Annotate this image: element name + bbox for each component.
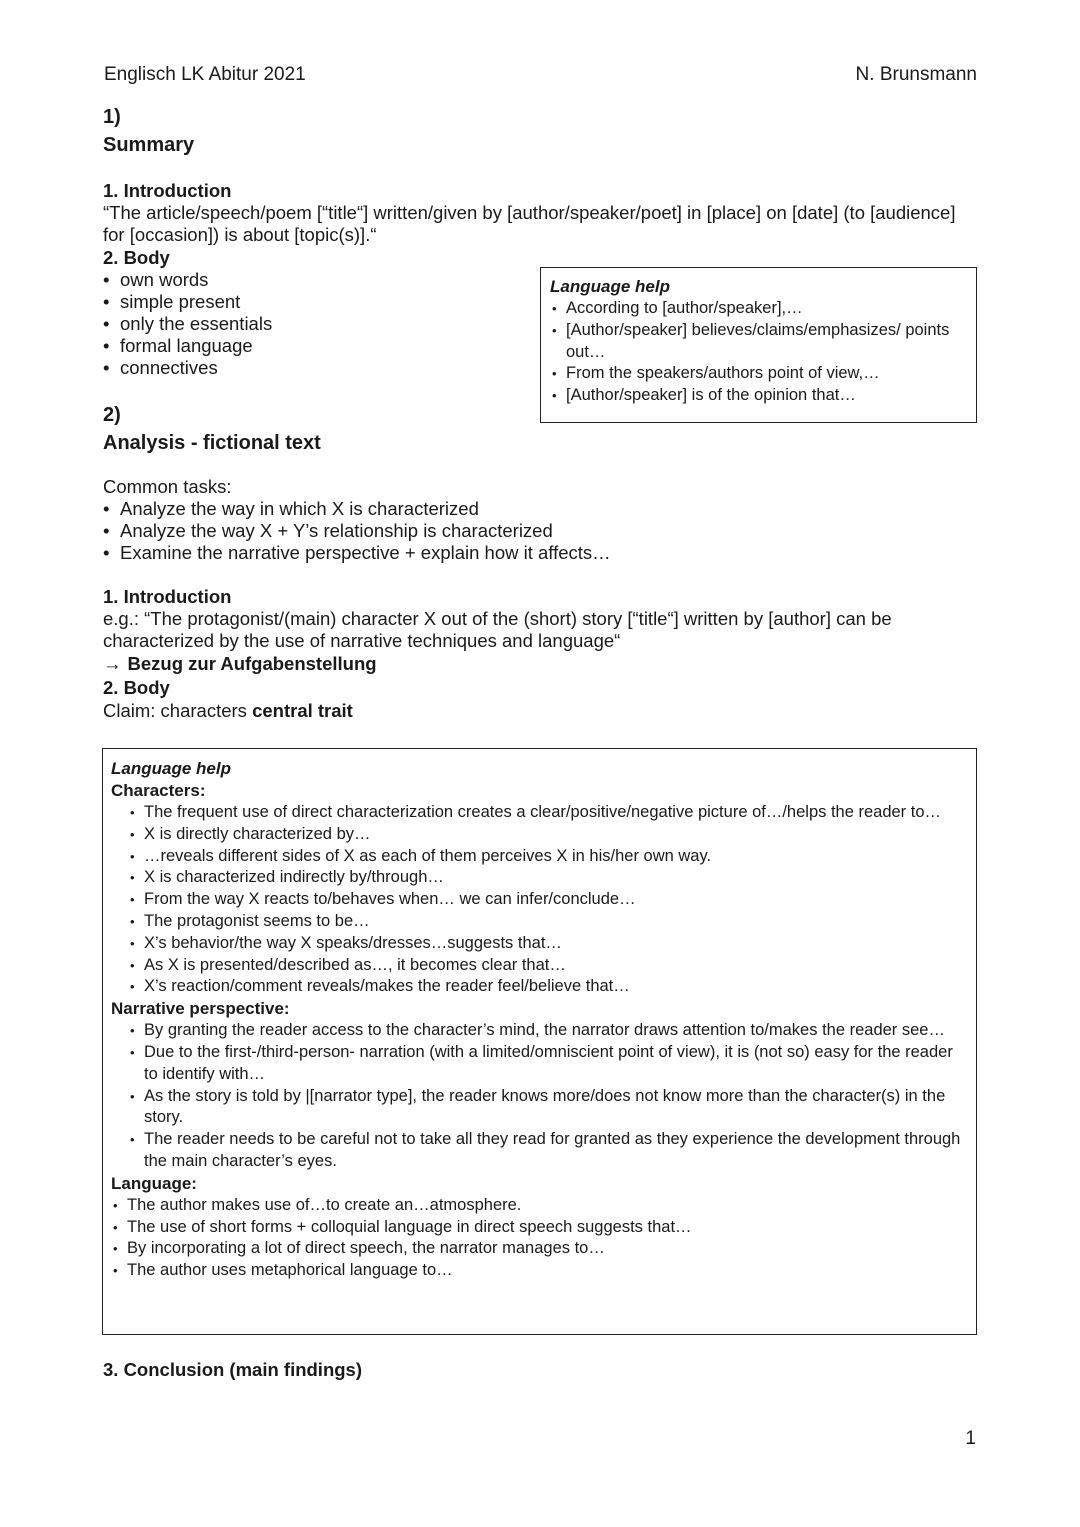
analysis-intro-heading: 1. Introduction (103, 586, 232, 607)
list-item: • own words (103, 269, 272, 291)
claim-bold: central trait (252, 700, 353, 721)
summary-intro-text: “The article/speech/poem [“title“] written/given by [author/speaker/poet] in [place] on [date] (to [audience] for [occasion]) is about [topic(s)].“ (103, 202, 956, 245)
list-item: • [Author/speaker] believes/claims/emphasizes/ points out… (550, 320, 966, 364)
section-1-title: Summary (103, 134, 195, 156)
list-item: • Analyze the way X + Y’s relationship is characterized (103, 520, 611, 542)
task-reference (103, 653, 377, 675)
language-heading: Language: (111, 1173, 197, 1193)
header-course: Englisch LK Abitur 2021 (104, 64, 306, 85)
language-help-title: Language help (550, 277, 670, 296)
list-item: • As the story is told by |[narrator type], the reader knows more/does not know more than the character(s) in the story. (128, 1086, 962, 1130)
summary-body-list (103, 269, 272, 379)
list-item: • The reader needs to be careful not to take all they read for granted as they experience the development through the main character’s eyes. (128, 1129, 962, 1173)
list-item: • X is directly characterized by… (128, 824, 962, 846)
claim-prefix: Claim: characters (103, 700, 253, 721)
list-item: • According to [author/speaker],… (550, 298, 966, 320)
list-item: • From the way X reacts to/behaves when… we can infer/conclude… (128, 889, 962, 911)
tasks-heading: Common tasks: (103, 476, 232, 497)
analysis-language-help-box (102, 748, 977, 1335)
list-item: • [Author/speaker] is of the opinion that… (550, 385, 966, 407)
header-author: N. Brunsmann (855, 64, 977, 85)
language-help-list (550, 298, 966, 407)
list-item: • Analyze the way in which X is characterized (103, 498, 611, 520)
summary-body-heading: 2. Body (103, 247, 170, 268)
narrative-list (111, 1020, 962, 1173)
list-item: • Examine the narrative perspective + explain how it affects… (103, 542, 611, 564)
list-item: • The protagonist seems to be… (128, 911, 962, 933)
list-item: • The author uses metaphorical language to… (111, 1260, 962, 1282)
list-item: • The use of short forms + colloquial language in direct speech suggests that… (111, 1217, 962, 1239)
claim-line (103, 700, 983, 722)
section-1-number: 1) (103, 106, 121, 128)
list-item: • formal language (103, 335, 272, 357)
list-item: • As X is presented/described as…, it becomes clear that… (128, 955, 962, 977)
list-item: • connectives (103, 357, 272, 379)
language-list (111, 1195, 962, 1282)
list-item: • The frequent use of direct characterization creates a clear/positive/negative picture of…/helps the reader to… (128, 802, 962, 824)
arrow-right-icon: → (103, 653, 122, 674)
characters-heading: Characters: (111, 781, 206, 800)
section-2-title: Analysis - fictional text (103, 432, 321, 454)
list-item: • X is characterized indirectly by/through… (128, 867, 962, 889)
list-item: • X’s behavior/the way X speaks/dresses…suggests that… (128, 933, 962, 955)
analysis-body-heading: 2. Body (103, 677, 170, 698)
summary-language-help-box (540, 267, 977, 423)
conclusion-heading: 3. Conclusion (main findings) (103, 1359, 362, 1380)
list-item: • By granting the reader access to the character’s mind, the narrator draws attention to/makes the reader see… (128, 1020, 962, 1042)
list-item: • By incorporating a lot of direct speech, the narrator manages to… (111, 1238, 962, 1260)
task-reference-text: Bezug zur Aufgabenstellung (127, 653, 377, 674)
language-help-title: Language help (111, 759, 231, 778)
list-item: • X’s reaction/comment reveals/makes the reader feel/believe that… (128, 976, 962, 998)
tasks-list (103, 498, 611, 564)
list-item: • The author makes use of…to create an…atmosphere. (111, 1195, 962, 1217)
analysis-intro-text: e.g.: “The protagonist/(main) character X out of the (short) story [“title“] written by [author] can be characterized by the use of narrative techniques and language“ (103, 608, 892, 651)
characters-list (111, 802, 962, 998)
list-item: • From the speakers/authors point of view,… (550, 363, 966, 385)
page-number: 1 (965, 1428, 976, 1449)
list-item: • Due to the first-/third-person- narration (with a limited/omniscient point of view), it is (not so) easy for the reader to identify with… (128, 1042, 962, 1086)
list-item: • simple present (103, 291, 272, 313)
list-item: • …reveals different sides of X as each of them perceives X in his/her own way. (128, 846, 962, 868)
list-item: • only the essentials (103, 313, 272, 335)
section-2-number: 2) (103, 404, 121, 426)
summary-intro-heading: 1. Introduction (103, 180, 232, 201)
narrative-heading: Narrative perspective: (111, 999, 290, 1019)
